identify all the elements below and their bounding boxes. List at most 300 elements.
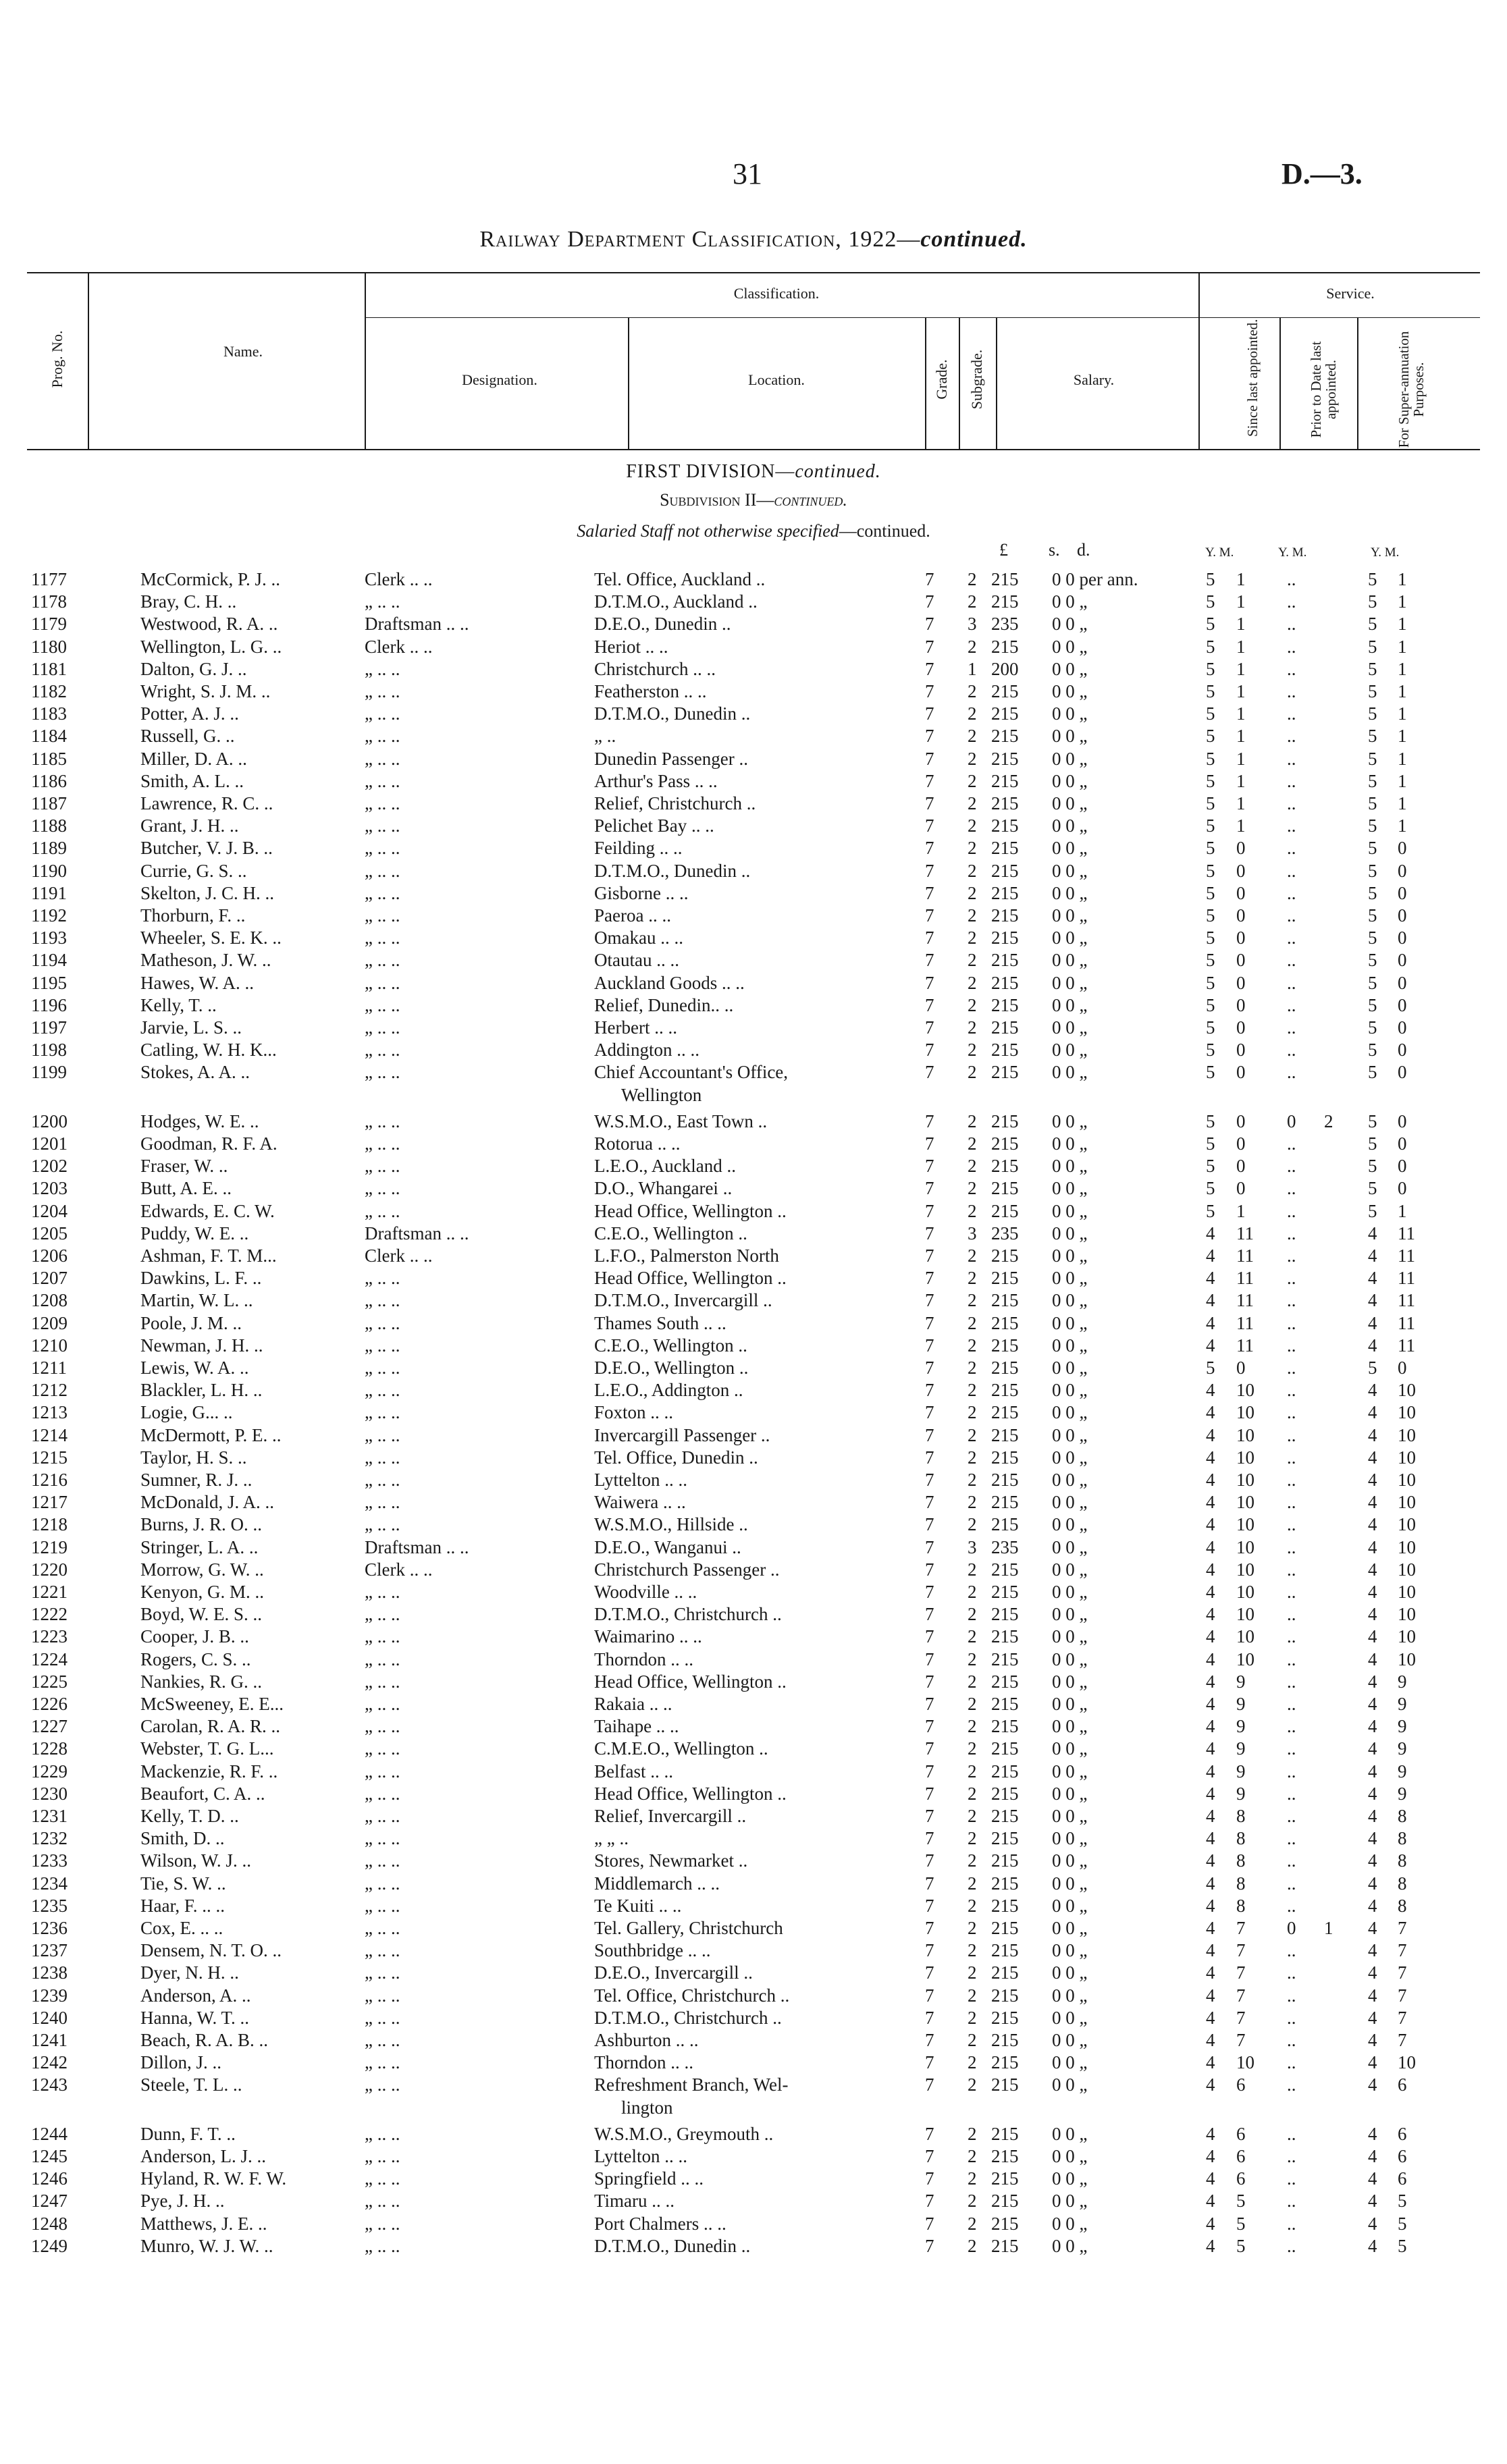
since-years-cell: 5 [1206, 636, 1215, 657]
since-years-cell: 4 [1206, 1649, 1215, 1669]
super-months-cell: 1 [1398, 569, 1407, 589]
location-cell: D.E.O., Dunedin .. [594, 614, 731, 635]
location-cell: Relief, Christchurch .. [594, 793, 756, 813]
prog-no-cell: 1237 [31, 1940, 68, 1961]
name-cell: Kenyon, G. M. .. [140, 1582, 264, 1602]
subgrade-cell: 2 [968, 815, 977, 836]
salary-sd-cell: 0 0 „ [1052, 1626, 1088, 1647]
prog-no-cell: 1234 [31, 1873, 68, 1894]
subgrade-cell: 2 [968, 1850, 977, 1871]
subgrade-cell: 2 [968, 1447, 977, 1468]
salary-sd-cell: 0 0 per ann. [1052, 569, 1138, 589]
location-cell: Chief Accountant's Office, [594, 1062, 789, 1083]
salary-sd-cell: 0 0 „ [1052, 1536, 1088, 1557]
super-months-cell: 5 [1398, 2213, 1407, 2234]
unit-years-months-prior: Y. M. [1278, 545, 1307, 560]
unit-pound: £ [999, 540, 1008, 560]
super-years-cell: 4 [1368, 1424, 1377, 1445]
prior-years-cell: .. [1287, 1738, 1296, 1759]
prog-no-cell: 1210 [31, 1335, 68, 1356]
salary-sd-cell: 0 0 „ [1052, 726, 1088, 747]
salary-pounds-cell: 215 [991, 770, 1019, 791]
salary-pounds-cell: 215 [991, 1850, 1019, 1871]
super-years-cell: 4 [1368, 1447, 1377, 1468]
grade-cell: 7 [925, 1738, 934, 1759]
subgrade-cell: 2 [968, 1380, 977, 1401]
designation-cell: „ .. .. [365, 1492, 400, 1513]
prog-no-cell: 1189 [31, 838, 67, 859]
prior-years-cell: .. [1287, 658, 1296, 679]
table-row [0, 770, 1507, 792]
subgrade-cell: 2 [968, 1290, 977, 1311]
since-years-cell: 4 [1206, 2213, 1215, 2234]
super-years-cell: 5 [1368, 748, 1377, 769]
name-cell: Newman, J. H. .. [140, 1335, 263, 1356]
grade-cell: 7 [925, 994, 934, 1015]
super-years-cell: 4 [1368, 1806, 1377, 1826]
staff-continued: —continued. [839, 521, 930, 541]
location-cell: Head Office, Wellington .. [594, 1200, 787, 1221]
super-months-cell: 10 [1398, 2052, 1416, 2073]
prog-no-cell: 1196 [31, 994, 67, 1015]
prior-years-cell: .. [1287, 748, 1296, 769]
grade-cell: 7 [925, 905, 934, 926]
since-years-cell: 5 [1206, 928, 1215, 948]
since-months-cell: 0 [1236, 972, 1246, 993]
designation-cell: „ .. .. [365, 928, 400, 948]
location-cell: Christchurch .. .. [594, 658, 716, 679]
salary-pounds-cell: 215 [991, 1335, 1019, 1356]
prog-no-cell: 1187 [31, 793, 67, 813]
salary-pounds-cell: 215 [991, 1290, 1019, 1311]
prior-years-cell: .. [1287, 1312, 1296, 1333]
prior-years-cell: .. [1287, 2007, 1296, 2028]
since-years-cell: 5 [1206, 838, 1215, 859]
super-months-cell: 0 [1398, 1062, 1407, 1083]
since-months-cell: 7 [1236, 1940, 1246, 1961]
location-cell: Tel. Office, Christchurch .. [594, 1985, 790, 2006]
grade-cell: 7 [925, 950, 934, 971]
subgrade-cell: 2 [968, 882, 977, 903]
designation-cell: „ .. .. [365, 1040, 400, 1061]
since-years-cell: 4 [1206, 1828, 1215, 1849]
prior-years-cell: .. [1287, 1828, 1296, 1849]
location-cell: Addington .. .. [594, 1040, 700, 1061]
salary-pounds-cell: 215 [991, 972, 1019, 993]
salary-pounds-cell: 215 [991, 1604, 1019, 1625]
super-months-cell: 7 [1398, 2030, 1407, 2050]
designation-cell: „ .. .. [365, 748, 400, 769]
table-row [0, 1110, 1507, 1132]
designation-cell: „ .. .. [365, 2030, 400, 2050]
salary-sd-cell: 0 0 „ [1052, 1850, 1088, 1871]
salary-sd-cell: 0 0 „ [1052, 748, 1088, 769]
salary-pounds-cell: 215 [991, 1447, 1019, 1468]
staff-name: Salaried Staff not otherwise specified [577, 521, 839, 541]
subgrade-cell: 2 [968, 928, 977, 948]
grade-cell: 7 [925, 1178, 934, 1199]
prog-no-cell: 1199 [31, 1062, 67, 1083]
super-years-cell: 5 [1368, 1178, 1377, 1199]
prog-no-cell: 1216 [31, 1470, 68, 1490]
prior-years-cell: .. [1287, 1761, 1296, 1782]
salary-pounds-cell: 215 [991, 2030, 1019, 2050]
designation-cell: Draftsman .. .. [365, 1223, 469, 1243]
since-years-cell: 4 [1206, 1918, 1215, 1938]
designation-cell: „ .. .. [365, 2123, 400, 2144]
salary-sd-cell: 0 0 „ [1052, 994, 1088, 1015]
salary-pounds-cell: 215 [991, 2213, 1019, 2234]
since-months-cell: 0 [1236, 882, 1246, 903]
salary-sd-cell: 0 0 „ [1052, 1402, 1088, 1423]
super-months-cell: 0 [1398, 882, 1407, 903]
prior-years-cell: .. [1287, 2235, 1296, 2256]
super-months-cell: 0 [1398, 950, 1407, 971]
since-months-cell: 6 [1236, 2123, 1246, 2144]
prog-no-cell: 1193 [31, 928, 67, 948]
subgrade-cell: 2 [968, 1940, 977, 1961]
location-cell: L.E.O., Auckland .. [594, 1156, 736, 1177]
table-row [0, 2029, 1507, 2051]
super-months-cell: 10 [1398, 1447, 1416, 1468]
title-year: 1922— [841, 227, 921, 252]
name-cell: Wilson, W. J. .. [140, 1850, 251, 1871]
since-years-cell: 4 [1206, 1335, 1215, 1356]
prior-years-cell: .. [1287, 1985, 1296, 2006]
since-months-cell: 9 [1236, 1738, 1246, 1759]
grade-cell: 7 [925, 2123, 934, 2144]
salary-sd-cell: 0 0 „ [1052, 1470, 1088, 1490]
since-years-cell: 4 [1206, 1806, 1215, 1826]
prog-no-cell: 1181 [31, 658, 67, 679]
salary-sd-cell: 0 0 „ [1052, 2030, 1088, 2050]
super-years-cell: 5 [1368, 681, 1377, 701]
designation-cell: „ .. .. [365, 1783, 400, 1804]
designation-cell: „ .. .. [365, 950, 400, 971]
location-cell: Feilding .. .. [594, 838, 683, 859]
designation-cell: „ .. .. [365, 1017, 400, 1038]
super-years-cell: 4 [1368, 2052, 1377, 2073]
salary-pounds-cell: 215 [991, 2123, 1019, 2144]
salary-sd-cell: 0 0 „ [1052, 1604, 1088, 1625]
name-cell: Butt, A. E. .. [140, 1178, 232, 1199]
since-months-cell: 6 [1236, 2146, 1246, 2166]
grade-cell: 7 [925, 1110, 934, 1131]
grade-cell: 7 [925, 1312, 934, 1333]
table-row [0, 1603, 1507, 1625]
designation-cell: Clerk .. .. [365, 1559, 433, 1580]
prog-no-cell: 1233 [31, 1850, 68, 1871]
designation-cell: „ .. .. [365, 1828, 400, 1849]
prog-no-cell: 1227 [31, 1716, 68, 1737]
table-row [0, 1985, 1507, 2006]
since-months-cell: 9 [1236, 1761, 1246, 1782]
super-months-cell: 10 [1398, 1604, 1416, 1625]
since-months-cell: 0 [1236, 950, 1246, 971]
salary-sd-cell: 0 0 „ [1052, 1873, 1088, 1894]
super-months-cell: 1 [1398, 591, 1407, 612]
table-row [0, 725, 1507, 747]
super-months-cell: 8 [1398, 1806, 1407, 1826]
subgrade-cell: 2 [968, 1268, 977, 1289]
super-months-cell: 0 [1398, 928, 1407, 948]
prior-years-cell: .. [1287, 1895, 1296, 1916]
salary-pounds-cell: 215 [991, 1358, 1019, 1378]
designation-cell: „ .. .. [365, 1514, 400, 1535]
super-years-cell: 5 [1368, 950, 1377, 971]
salary-sd-cell: 0 0 „ [1052, 1062, 1088, 1083]
location-cell: Auckland Goods .. .. [594, 972, 745, 993]
super-months-cell: 0 [1398, 1133, 1407, 1154]
grade-cell: 7 [925, 1536, 934, 1557]
salary-sd-cell: 0 0 „ [1052, 1223, 1088, 1243]
subgrade-cell: 2 [968, 2052, 977, 2073]
name-cell: Logie, G... .. [140, 1402, 233, 1423]
salary-pounds-cell: 215 [991, 1514, 1019, 1535]
subgrade-cell: 3 [968, 1223, 977, 1243]
header-name: Name. [223, 343, 263, 360]
table-row [0, 1850, 1507, 1871]
salary-sd-cell: 0 0 „ [1052, 2168, 1088, 2189]
salary-sd-cell: 0 0 „ [1052, 928, 1088, 948]
grade-cell: 7 [925, 614, 934, 635]
salary-sd-cell: 0 0 „ [1052, 681, 1088, 701]
super-months-cell: 11 [1398, 1335, 1415, 1356]
table-row [0, 1783, 1507, 1804]
since-years-cell: 4 [1206, 1604, 1215, 1625]
unit-years-months-since: Y. M. [1205, 545, 1234, 560]
prog-no-cell: 1228 [31, 1738, 68, 1759]
table-row [0, 882, 1507, 904]
salary-pounds-cell: 215 [991, 1017, 1019, 1038]
since-years-cell: 5 [1206, 614, 1215, 635]
designation-cell: „ .. .. [365, 681, 400, 701]
prog-no-cell: 1205 [31, 1223, 68, 1243]
table-row [0, 1649, 1507, 1670]
prog-no-cell: 1226 [31, 1694, 68, 1714]
prog-no-cell: 1245 [31, 2146, 68, 2166]
super-months-cell: 7 [1398, 1985, 1407, 2006]
table-row [0, 2190, 1507, 2212]
since-months-cell: 0 [1236, 928, 1246, 948]
name-cell: Webster, T. G. L... [140, 1738, 274, 1759]
location-cell: Pelichet Bay .. .. [594, 815, 714, 836]
salary-pounds-cell: 215 [991, 2191, 1019, 2212]
prog-no-cell: 1215 [31, 1447, 68, 1468]
subgrade-cell: 2 [968, 972, 977, 993]
table-row [0, 2168, 1507, 2189]
page-number: 31 [733, 157, 762, 190]
grade-cell: 7 [925, 1133, 934, 1154]
prog-no-cell: 1198 [31, 1040, 67, 1061]
subgrade-cell: 2 [968, 1918, 977, 1938]
since-months-cell: 10 [1236, 1470, 1254, 1490]
since-years-cell: 4 [1206, 1671, 1215, 1692]
name-cell: Puddy, W. E. .. [140, 1223, 249, 1243]
location-cell: Thorndon .. .. [594, 2052, 693, 2073]
super-months-cell: 11 [1398, 1246, 1415, 1266]
name-cell: Smith, D. .. [140, 1828, 225, 1849]
subgrade-cell: 2 [968, 636, 977, 657]
designation-cell: „ .. .. [365, 1918, 400, 1938]
grade-cell: 7 [925, 882, 934, 903]
location-cell: Heriot .. .. [594, 636, 668, 657]
designation-cell: „ .. .. [365, 1335, 400, 1356]
table-row [0, 591, 1507, 612]
prior-years-cell: .. [1287, 1940, 1296, 1961]
since-months-cell: 10 [1236, 2052, 1254, 2073]
since-years-cell: 4 [1206, 1402, 1215, 1423]
salary-pounds-cell: 215 [991, 994, 1019, 1015]
name-cell: Cooper, J. B. .. [140, 1626, 249, 1647]
prior-years-cell: .. [1287, 1402, 1296, 1423]
salary-pounds-cell: 235 [991, 614, 1019, 635]
super-years-cell: 4 [1368, 1738, 1377, 1759]
prog-no-cell: 1202 [31, 1156, 68, 1177]
table-row [0, 1761, 1507, 1782]
since-years-cell: 4 [1206, 2052, 1215, 2073]
since-months-cell: 10 [1236, 1402, 1254, 1423]
prog-no-cell: 1188 [31, 815, 67, 836]
table-row [0, 1017, 1507, 1038]
prog-no-cell: 1244 [31, 2123, 68, 2144]
salary-sd-cell: 0 0 „ [1052, 703, 1088, 724]
since-months-cell: 10 [1236, 1649, 1254, 1669]
salary-sd-cell: 0 0 „ [1052, 1738, 1088, 1759]
name-cell: Hodges, W. E. .. [140, 1110, 259, 1131]
super-years-cell: 4 [1368, 1626, 1377, 1647]
since-years-cell: 4 [1206, 1940, 1215, 1961]
since-years-cell: 4 [1206, 1582, 1215, 1602]
name-cell: Wheeler, S. E. K. .. [140, 928, 282, 948]
super-years-cell: 4 [1368, 1582, 1377, 1602]
name-cell: Hawes, W. A. .. [140, 972, 254, 993]
location-cell: Head Office, Wellington .. [594, 1268, 787, 1289]
prior-years-cell: .. [1287, 1649, 1296, 1669]
since-months-cell: 10 [1236, 1424, 1254, 1445]
super-years-cell: 4 [1368, 1918, 1377, 1938]
table-row [0, 703, 1507, 724]
super-years-cell: 4 [1368, 1783, 1377, 1804]
since-months-cell: 1 [1236, 569, 1246, 589]
salary-sd-cell: 0 0 „ [1052, 1783, 1088, 1804]
prior-years-cell: .. [1287, 1040, 1296, 1061]
super-years-cell: 5 [1368, 1156, 1377, 1177]
super-months-cell: 1 [1398, 815, 1407, 836]
super-years-cell: 4 [1368, 2191, 1377, 2212]
table-row [0, 972, 1507, 994]
prog-no-cell: 1241 [31, 2030, 68, 2050]
designation-cell: „ .. .. [365, 1626, 400, 1647]
table-row [0, 1312, 1507, 1334]
name-cell: Haar, F. .. .. [140, 1895, 225, 1916]
salary-pounds-cell: 215 [991, 1918, 1019, 1938]
since-months-cell: 8 [1236, 1806, 1246, 1826]
salary-pounds-cell: 215 [991, 2074, 1019, 2095]
prog-no-cell: 1207 [31, 1268, 68, 1289]
table-row [0, 1379, 1507, 1401]
salary-pounds-cell: 235 [991, 1223, 1019, 1243]
salary-pounds-cell: 215 [991, 2168, 1019, 2189]
location-cell: D.E.O., Invercargill .. [594, 1962, 753, 1983]
designation-cell: „ .. .. [365, 2235, 400, 2256]
salary-pounds-cell: 215 [991, 905, 1019, 926]
since-months-cell: 10 [1236, 1380, 1254, 1401]
designation-cell: „ .. .. [365, 703, 400, 724]
since-years-cell: 5 [1206, 726, 1215, 747]
since-months-cell: 7 [1236, 1962, 1246, 1983]
subgrade-cell: 2 [968, 2168, 977, 2189]
designation-cell: „ .. .. [365, 2168, 400, 2189]
super-months-cell: 10 [1398, 1470, 1416, 1490]
salary-sd-cell: 0 0 „ [1052, 882, 1088, 903]
super-months-cell: 11 [1398, 1223, 1415, 1243]
salary-sd-cell: 0 0 „ [1052, 1246, 1088, 1266]
salary-pounds-cell: 215 [991, 815, 1019, 836]
since-years-cell: 5 [1206, 905, 1215, 926]
subgrade-cell: 2 [968, 2235, 977, 2256]
table-row [0, 2074, 1507, 2118]
table-row [0, 1805, 1507, 1827]
salary-sd-cell: 0 0 „ [1052, 614, 1088, 635]
location-cell: W.S.M.O., East Town .. [594, 1110, 768, 1131]
salary-pounds-cell: 215 [991, 569, 1019, 589]
name-cell: Densem, N. T. O. .. [140, 1940, 282, 1961]
super-years-cell: 4 [1368, 1962, 1377, 1983]
name-cell: Currie, G. S. .. [140, 860, 247, 881]
salary-pounds-cell: 215 [991, 1492, 1019, 1513]
grade-cell: 7 [925, 2191, 934, 2212]
since-years-cell: 4 [1206, 1312, 1215, 1333]
name-cell: Potter, A. J. .. [140, 703, 239, 724]
subgrade-cell: 2 [968, 1895, 977, 1916]
super-years-cell: 4 [1368, 1940, 1377, 1961]
grade-cell: 7 [925, 1940, 934, 1961]
grade-cell: 7 [925, 2168, 934, 2189]
grade-cell: 7 [925, 1649, 934, 1669]
table-row [0, 568, 1507, 590]
salary-sd-cell: 0 0 „ [1052, 2191, 1088, 2212]
location-cell: Belfast .. .. [594, 1761, 673, 1782]
since-months-cell: 8 [1236, 1873, 1246, 1894]
table-row [0, 1827, 1507, 1849]
subgrade-cell: 2 [968, 726, 977, 747]
super-months-cell: 0 [1398, 994, 1407, 1015]
salary-pounds-cell: 215 [991, 1828, 1019, 1849]
name-cell: McCormick, P. J. .. [140, 569, 281, 589]
location-cell: D.T.M.O., Dunedin .. [594, 703, 751, 724]
grade-cell: 7 [925, 1156, 934, 1177]
super-months-cell: 1 [1398, 1200, 1407, 1221]
grade-cell: 7 [925, 1761, 934, 1782]
salary-pounds-cell: 215 [991, 726, 1019, 747]
designation-cell: Clerk .. .. [365, 636, 433, 657]
name-cell: Nankies, R. G. .. [140, 1671, 262, 1692]
prog-no-cell: 1212 [31, 1380, 68, 1401]
designation-cell: „ .. .. [365, 793, 400, 813]
table-row [0, 1671, 1507, 1692]
name-cell: Boyd, W. E. S. .. [140, 1604, 263, 1625]
since-years-cell: 4 [1206, 1492, 1215, 1513]
name-cell: Wright, S. J. M. .. [140, 681, 271, 701]
prior-years-cell: .. [1287, 569, 1296, 589]
location-cell: D.T.M.O., Christchurch .. [594, 1604, 782, 1625]
location-cell: Paeroa .. .. [594, 905, 671, 926]
since-years-cell: 4 [1206, 1895, 1215, 1916]
since-months-cell: 10 [1236, 1626, 1254, 1647]
location-cell: Rotorua .. .. [594, 1133, 681, 1154]
location-cell: Dunedin Passenger .. [594, 748, 748, 769]
